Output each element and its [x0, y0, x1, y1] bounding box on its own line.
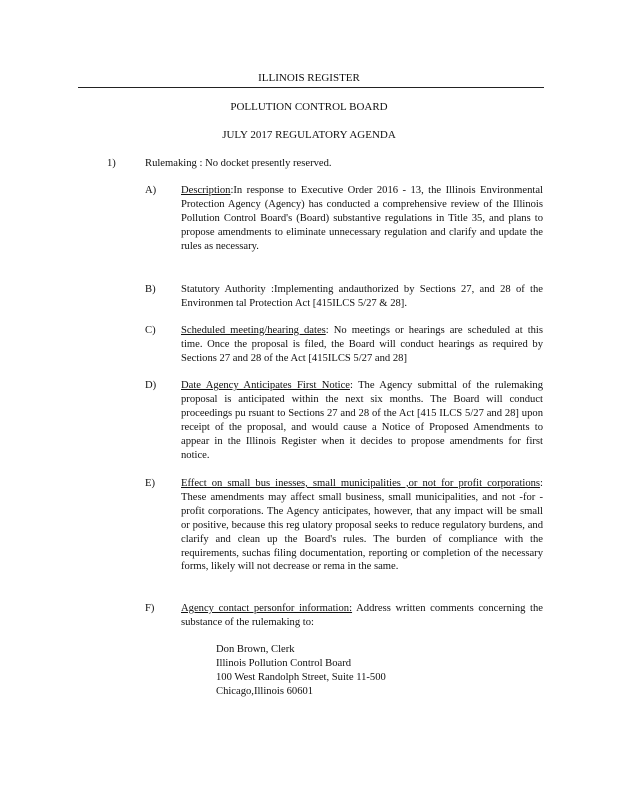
section-a-heading: Description	[181, 185, 231, 196]
item-rulemaking	[145, 157, 332, 171]
contact-name: Don Brown, Clerk	[216, 644, 295, 655]
header-divider	[78, 87, 544, 88]
contact-street: 100 West Randolph Street, Suite 11-500	[216, 672, 386, 683]
section-a-body: :In response to Executive Order 2016 - 13, the Illinois Environmental Protection Agency (Agency) has conducted a comprehensive review of the Illinois Pollution Control Board's (Board) substantive regulations in Title 35, and plans to propose amendments to eliminate unnecessary regulation and clarify and update the rules as necessary.	[181, 185, 543, 252]
section-b-body: Statutory Authority :Implementing andauthorized by Sections 27, and 28 of the Environmen tal Protection Act [415ILCS 5/27 & 28].	[181, 284, 543, 309]
rulemaking-label: Rulemaking	[145, 158, 197, 169]
section-c-letter: C)	[145, 325, 156, 336]
section-c-body: : No meetings or hearings are scheduled at this time. Once the proposal is filed, the Board will conduct hearings as required by Sections 27 and 28 of the Act [415ILCS 5/27 and 28]	[181, 325, 543, 364]
section-c-hearing-dates	[181, 324, 543, 366]
section-c-heading: Scheduled meeting/hearing dates	[181, 325, 326, 336]
section-f-body: Address written comments concerning the substance of the rulemaking to:	[181, 603, 544, 628]
section-e-small-business-effect	[181, 477, 543, 574]
section-b-statutory-authority	[181, 283, 543, 311]
section-e-letter: E)	[145, 478, 155, 489]
contact-organization: Illinois Pollution Control Board	[216, 658, 352, 669]
section-b-letter: B)	[145, 284, 156, 295]
section-d-heading: Date Agency Anticipates First Notice	[181, 380, 350, 391]
rulemaking-separator: :	[199, 158, 203, 169]
section-d-body: : The Agency submittal of the rulemaking proposal is anticipated within the next six months. The Board will conduct proceedings pu rsuant to Sections 27 and 28 of the Act [415 ILCS 5/27 and 28] upon receipt of the proposal, and would cause a Notice of Proposed Amendments to appear in the Illinois Register when it decides to propose amendments for first notice.	[181, 380, 543, 461]
section-f-heading: Agency contact personfor information:	[181, 603, 353, 614]
section-f-letter: F)	[145, 603, 155, 614]
section-f-contact	[181, 602, 543, 630]
item-number: 1)	[107, 158, 116, 169]
rulemaking-value: No docket presently reserved.	[205, 158, 332, 169]
section-e-heading: Effect on small bus inesses, small municipalities ,or not for profit corporations	[181, 478, 541, 489]
section-d-letter: D)	[145, 380, 157, 391]
contact-city: Chicago,Illinois 60601	[216, 686, 314, 697]
section-a-letter: A)	[145, 185, 157, 196]
section-d-first-notice	[181, 379, 543, 462]
section-e-body: : These amendments may affect small business, small municipalities, and not -for -profit corporations. The Agency anticipates, however, that any impact will be small or positive, because this reg ulatory proposal seeks to reduce regulatory burdens, and clarify and clean up the Board's rules. The burden of compliance with the requirements, suchas filing documentation, reporting or completion of the necessary forms, likely will not decrease or rema in the same.	[181, 478, 543, 573]
agenda-title: JULY 2017 REGULATORY AGENDA	[222, 129, 396, 141]
board-title: POLLUTION CONTROL BOARD	[230, 101, 388, 113]
register-title: ILLINOIS REGISTER	[258, 72, 360, 84]
section-a-description	[181, 184, 543, 254]
